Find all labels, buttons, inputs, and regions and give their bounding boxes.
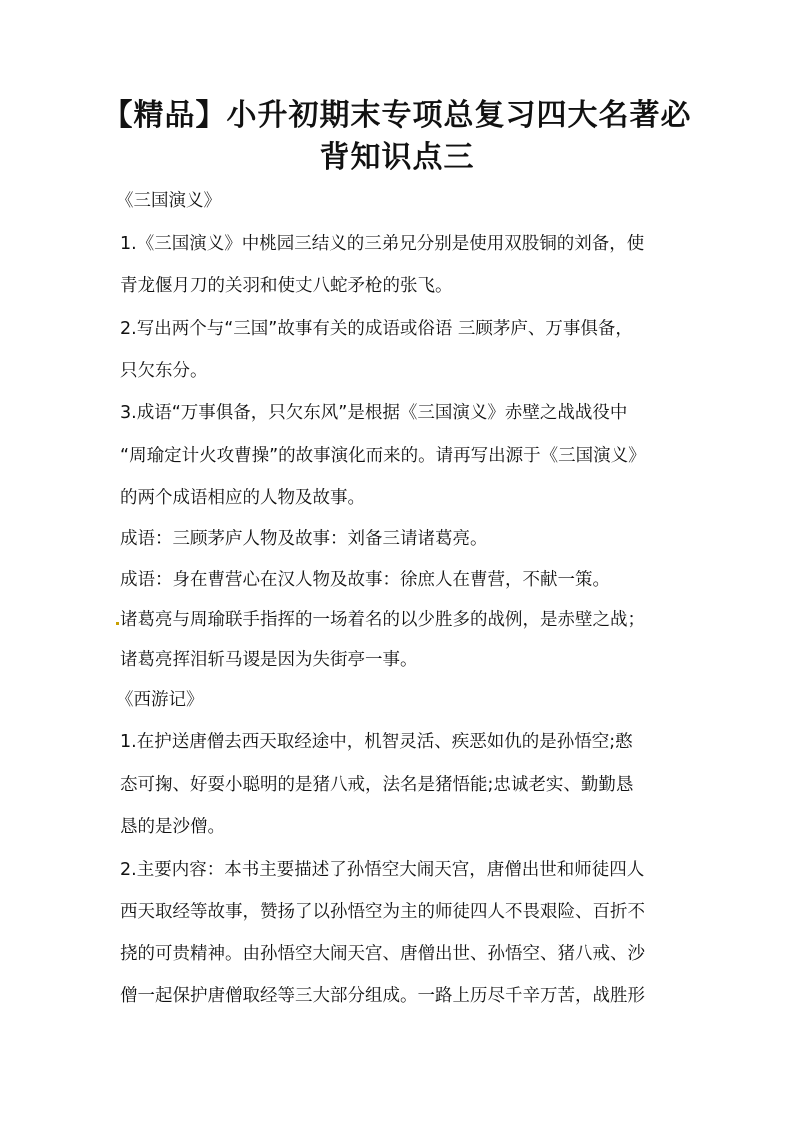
paragraph-line: 只欠东分。 bbox=[120, 361, 208, 381]
paragraph-line: “周瑜定计火攻曹操”的故事演化而来的。请再写出源于《三国演义》 bbox=[120, 446, 646, 466]
paragraph-line: 2.写出两个与“三国”故事有关的成语或俗语 三顾茅庐、万事俱备， bbox=[120, 319, 633, 339]
paragraph-line: 青龙偃月刀的关羽和使丈八蛇矛枪的张飞。 bbox=[120, 276, 453, 296]
paragraph-line: 1.《三国演义》中桃园三结义的三弟兄分别是使用双股铜的刘备，使 bbox=[120, 234, 645, 254]
paragraph-line: 诸葛亮与周瑜联手指挥的一场着名的以少胜多的战例，是赤壁之战； bbox=[120, 610, 645, 630]
document-title-line-2: 背知识点三 bbox=[319, 140, 475, 175]
paragraph-line: 西天取经等故事，赞扬了以孙悟空为主的师徒四人不畏艰险、百折不 bbox=[120, 902, 645, 922]
paragraph-line: 成语：身在曹营心在汉人物及故事：徐庶人在曹营，不献一策。 bbox=[120, 570, 610, 590]
paragraph-line: 恳的是沙僧。 bbox=[120, 817, 225, 837]
section-heading-xiyou: 《西游记》 bbox=[116, 690, 204, 710]
edit-marker-dot bbox=[116, 622, 119, 625]
paragraph-line: 3.成语“万事俱备，只欠东风”是根据《三国演义》赤壁之战战役中 bbox=[120, 403, 628, 423]
paragraph-line: 挠的可贵精神。由孙悟空大闹天宫、唐僧出世、孙悟空、猪八戒、沙 bbox=[120, 944, 645, 964]
paragraph-line: 2.主要内容：本书主要描述了孙悟空大闹天宫，唐僧出世和师徒四人 bbox=[120, 860, 645, 880]
paragraph-line: 诸葛亮挥泪斩马谡是因为失街亭一事。 bbox=[120, 650, 418, 670]
paragraph-line: 1.在护送唐僧去西天取经途中，机智灵活、疾恶如仇的是孙悟空;憨 bbox=[120, 732, 633, 752]
paragraph-line: 成语：三顾茅庐人物及故事：刘备三请诸葛亮。 bbox=[120, 529, 488, 549]
section-heading-sanguo: 《三国演义》 bbox=[116, 191, 221, 211]
paragraph-line: 僧一起保护唐僧取经等三大部分组成。一路上历尽千辛万苦，战胜形 bbox=[120, 986, 645, 1006]
paragraph-line: 态可掬、好耍小聪明的是猪八戒，法名是猪悟能;忠诚老实、勤勤恳 bbox=[120, 775, 634, 795]
paragraph-line: 的两个成语相应的人物及故事。 bbox=[120, 488, 365, 508]
document-title-line-1: 【精品】小升初期末专项总复习四大名著必 bbox=[102, 98, 692, 133]
